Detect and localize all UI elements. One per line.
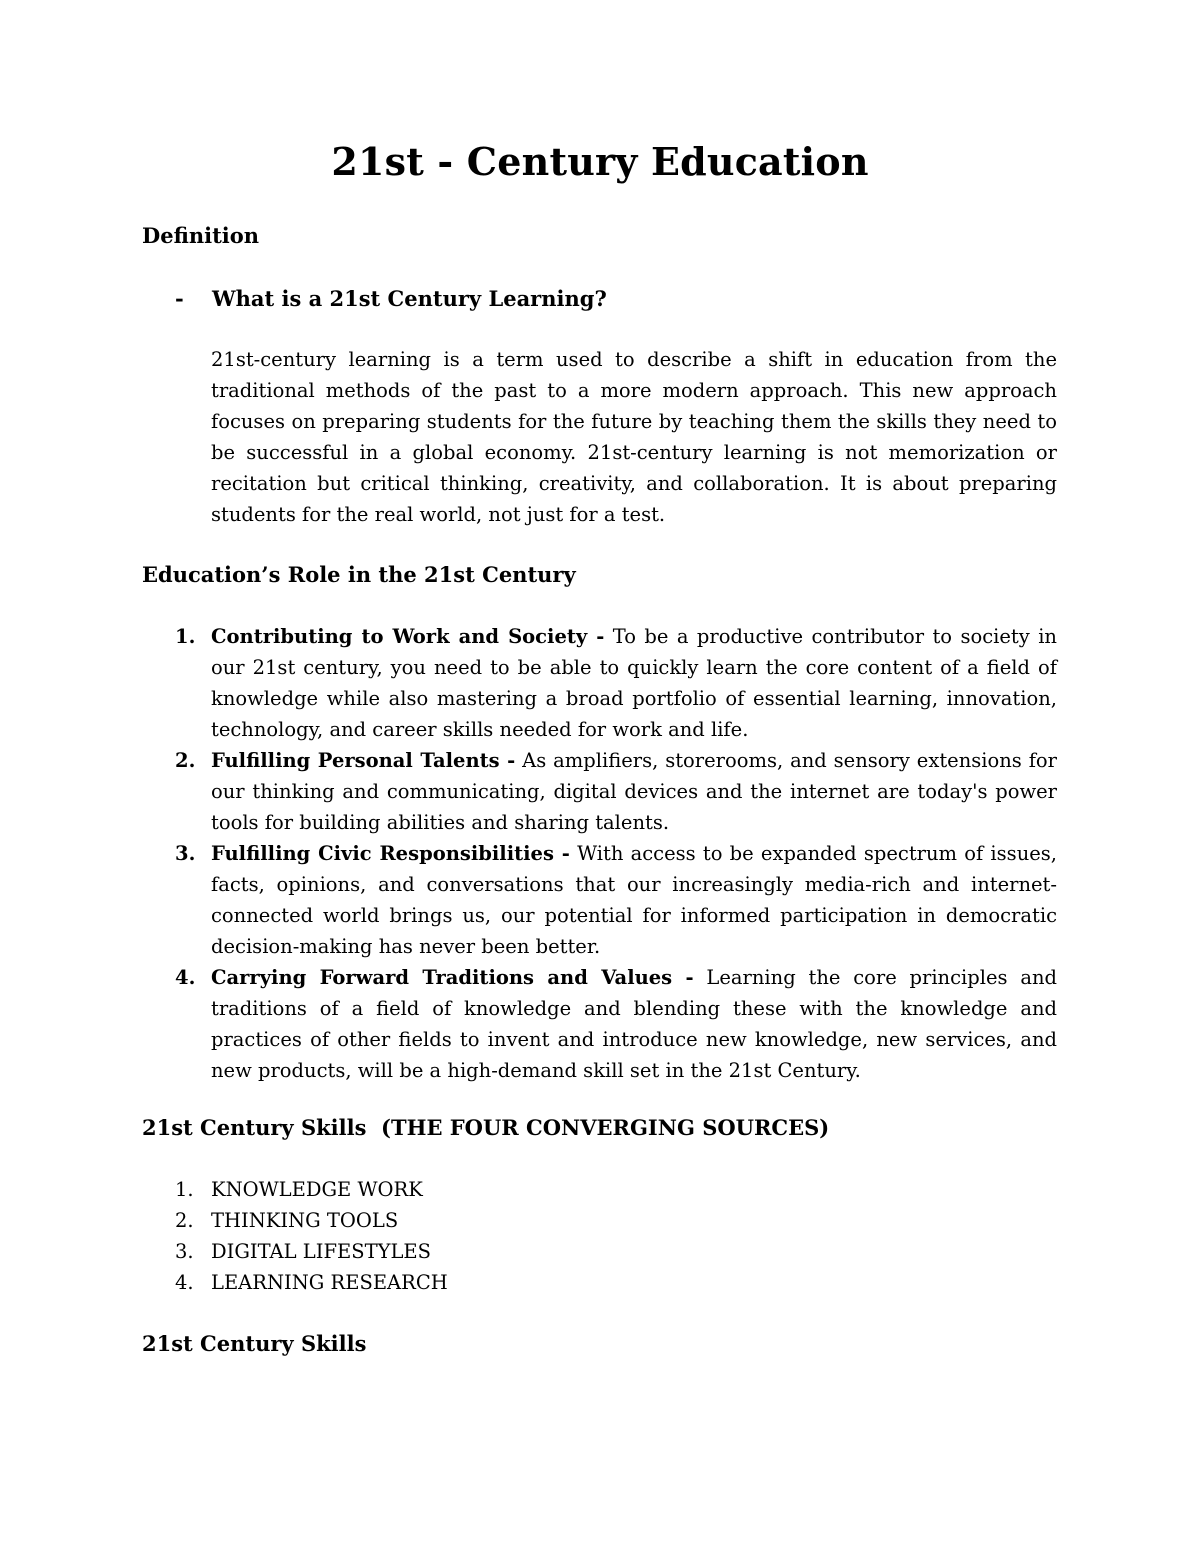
list-number: 4. bbox=[175, 1271, 194, 1294]
list-item bbox=[175, 962, 1057, 1086]
list-item bbox=[175, 1205, 448, 1236]
list-item bbox=[175, 838, 1057, 962]
definition-question bbox=[175, 285, 607, 313]
item-text: LEARNING RESEARCH bbox=[211, 1271, 448, 1294]
list-item bbox=[175, 1267, 448, 1298]
list-number: 2. bbox=[175, 1209, 194, 1232]
list-item bbox=[175, 745, 1057, 838]
skills-heading: 21st Century Skills bbox=[142, 1331, 367, 1356]
list-number: 3. bbox=[175, 1240, 194, 1263]
dash-bullet: - bbox=[175, 286, 184, 311]
item-lead: Contributing to Work and Society - bbox=[211, 625, 605, 648]
list-number: 3. bbox=[175, 842, 196, 865]
role-list bbox=[175, 621, 1057, 1086]
item-text: Learning the core principles and traditions of a field of knowledge and blending these with the knowledge and practices of other fields to invent and introduce new knowledge, new services, and new products, will be a high-demand skill set in the 21st Century. bbox=[211, 966, 1057, 1082]
sources-list bbox=[175, 1174, 448, 1298]
role-heading: Education’s Role in the 21st Century bbox=[142, 562, 576, 587]
item-lead: Fulfilling Personal Talents - bbox=[211, 749, 516, 772]
list-number: 4. bbox=[175, 966, 196, 989]
definition-paragraph: 21st-century learning is a term used to describe a shift in education from the traditional methods of the past to a more modern approach. This new approach focuses on preparing students for the future by teaching them the skills they need to be successful in a global economy. 21st-century learning is not memorization or recitation but critical thinking, creativity, and collaboration. It is about preparing students for the real world, not just for a test. bbox=[211, 348, 1057, 526]
list-number: 1. bbox=[175, 1178, 194, 1201]
list-item bbox=[175, 1236, 448, 1267]
question-text: What is a 21st Century Learning? bbox=[212, 286, 607, 311]
item-lead: Carrying Forward Traditions and Values - bbox=[211, 966, 694, 989]
sources-heading: 21st Century Skills (THE FOUR CONVERGING SOURCES) bbox=[142, 1115, 830, 1140]
item-text: With access to be expanded spectrum of issues, facts, opinions, and conversations that our increasingly media-rich and internet-connected world brings us, our potential for informed participation in democratic decision-making has never been better. bbox=[211, 842, 1057, 958]
item-text: To be a productive contributor to society in our 21st century, you need to be able to quickly learn the core content of a field of knowledge while also mastering a broad portfolio of essential learning, innovation, technology, and career skills needed for work and life. bbox=[211, 625, 1057, 741]
list-item bbox=[175, 621, 1057, 745]
item-text: THINKING TOOLS bbox=[211, 1209, 399, 1232]
list-number: 1. bbox=[175, 625, 196, 648]
definition-heading: Definition bbox=[142, 223, 260, 248]
page-title: 21st - Century Education bbox=[331, 139, 869, 184]
item-text: KNOWLEDGE WORK bbox=[211, 1178, 423, 1201]
item-lead: Fulfilling Civic Responsibilities - bbox=[211, 842, 570, 865]
list-item bbox=[175, 1174, 448, 1205]
item-text: As amplifiers, storerooms, and sensory extensions for our thinking and communicating, digital devices and the internet are today's power tools for building abilities and sharing talents. bbox=[211, 749, 1057, 834]
item-text: DIGITAL LIFESTYLES bbox=[211, 1240, 431, 1263]
list-number: 2. bbox=[175, 749, 196, 772]
